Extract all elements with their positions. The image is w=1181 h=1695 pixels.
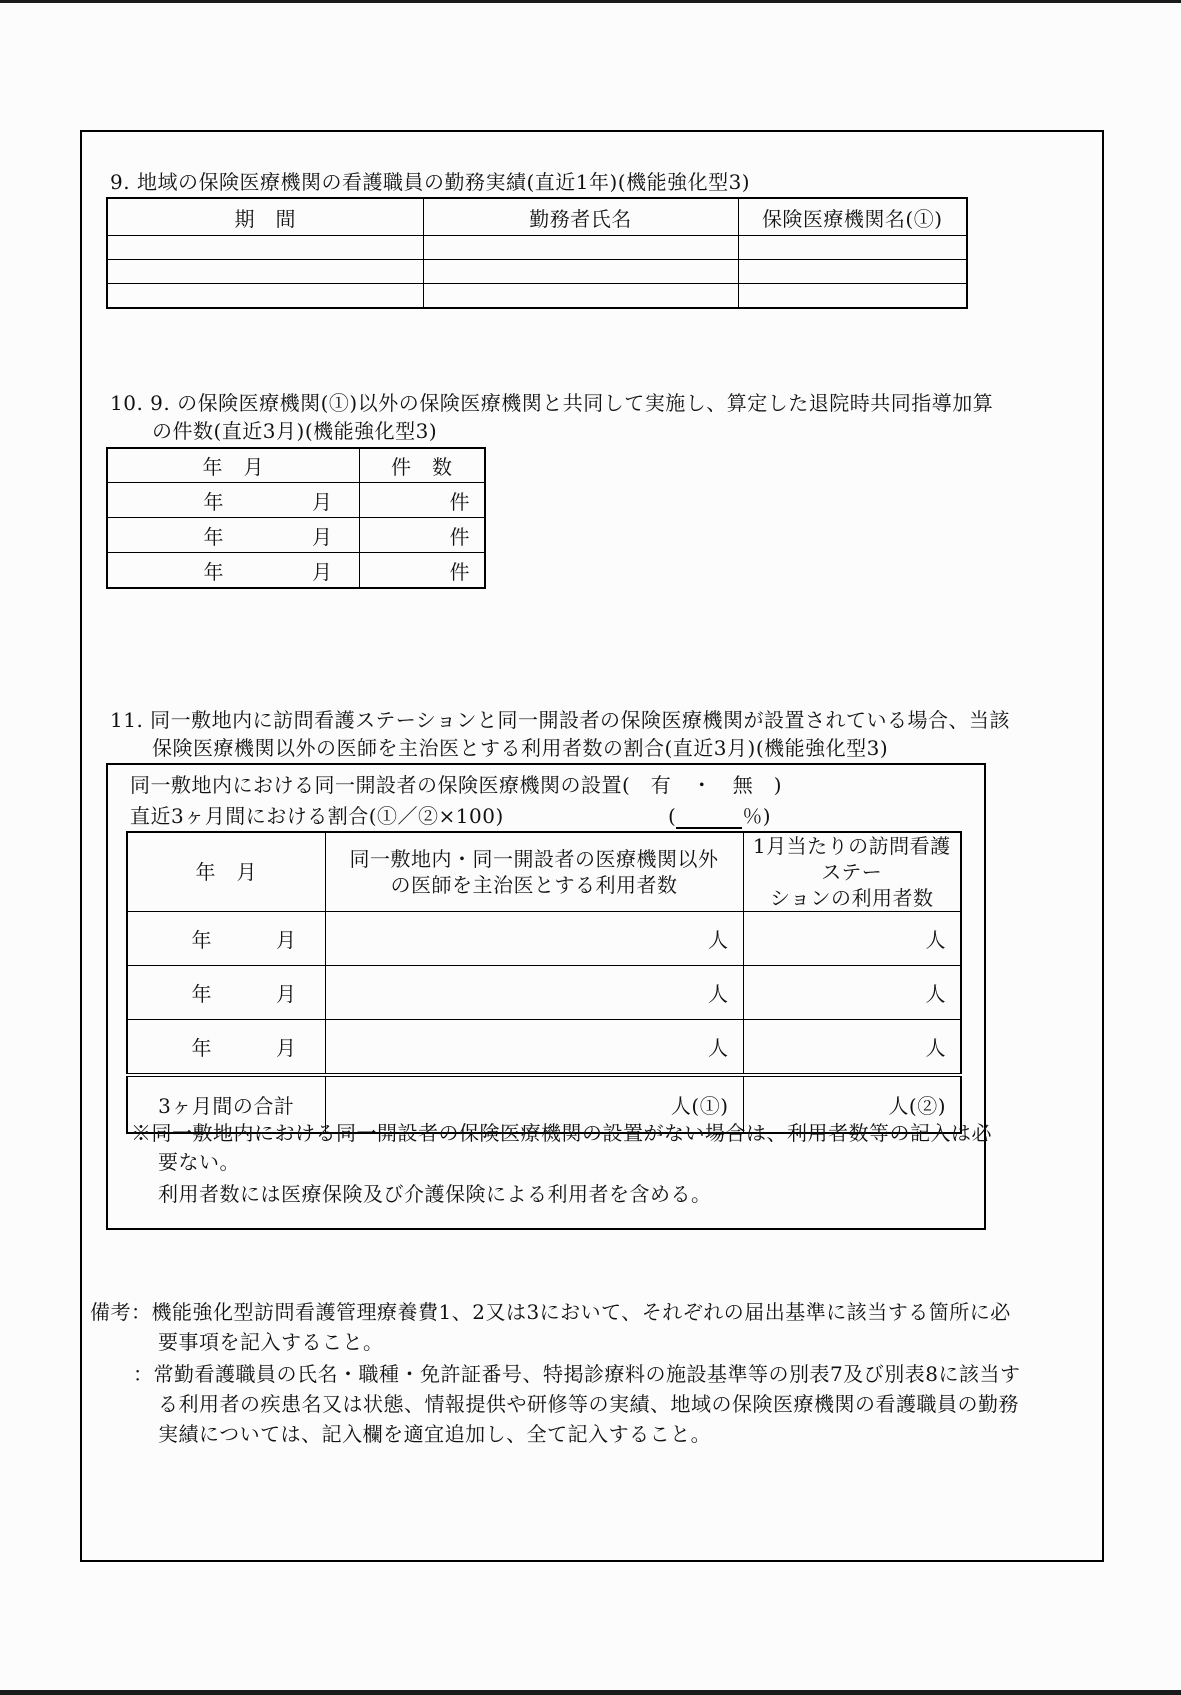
section9-table bbox=[106, 197, 968, 309]
year-label: 年 bbox=[203, 559, 224, 584]
open-paren: ( bbox=[668, 804, 677, 828]
station-users-input-cell[interactable]: 人 bbox=[743, 912, 961, 966]
institution-name-input-cell[interactable] bbox=[738, 284, 967, 309]
station-users-input-cell[interactable]: 人 bbox=[743, 1020, 961, 1076]
column-header-station-users bbox=[743, 832, 961, 912]
column-header-institution-name: 保険医療機関名(①) bbox=[738, 198, 967, 236]
section11-note-line2: 要ない。 bbox=[158, 1150, 240, 1174]
month-label: 月 bbox=[276, 928, 297, 952]
year-label: 年 bbox=[191, 982, 212, 1006]
month-label: 月 bbox=[276, 1036, 297, 1060]
yearmonth-input-cell[interactable] bbox=[127, 966, 325, 1020]
column-header-yearmonth: 年 月 bbox=[107, 448, 359, 483]
institution-name-input-cell[interactable] bbox=[738, 260, 967, 284]
worker-name-input-cell[interactable] bbox=[423, 260, 738, 284]
percent-close: ％) bbox=[742, 804, 772, 828]
section10-header-row bbox=[107, 448, 485, 483]
remarks-line3: ：常勤看護職員の氏名・職種・免許証番号、特掲診療料の施設基準等の別表7及び別表8に該当す bbox=[133, 1362, 1021, 1386]
section9-heading: 9. 地域の保険医療機関の看護職員の勤務実績(直近1年)(機能強化型3) bbox=[110, 170, 751, 194]
header-line: の医師を主治医とする利用者数 bbox=[390, 873, 678, 897]
column-header-worker-name: 勤務者氏名 bbox=[423, 198, 738, 236]
ratio-percent-field[interactable] bbox=[668, 804, 771, 829]
yearmonth-input-cell[interactable] bbox=[107, 483, 359, 518]
year-label: 年 bbox=[203, 489, 224, 514]
column-header-period: 期 間 bbox=[107, 198, 423, 236]
total-other-physician-users-cell[interactable]: 人(①) bbox=[325, 1075, 743, 1133]
section9-header-row bbox=[107, 198, 967, 236]
scan-edge-bottom bbox=[0, 1690, 1181, 1695]
section11-header-row bbox=[127, 832, 961, 912]
table-row bbox=[107, 260, 967, 284]
table-row bbox=[107, 553, 485, 589]
table-row bbox=[107, 483, 485, 518]
period-input-cell[interactable] bbox=[107, 284, 423, 309]
table-row bbox=[127, 1020, 961, 1076]
remarks-line1: 備考：機能強化型訪問看護管理療養費1、2又は3において、それぞれの届出基準に該当する箇所に必 bbox=[90, 1300, 1011, 1324]
month-label: 月 bbox=[312, 524, 333, 549]
scan-edge-top bbox=[0, 0, 1181, 3]
year-label: 年 bbox=[191, 1036, 212, 1060]
header-line: ションの利用者数 bbox=[769, 886, 934, 910]
total-label-cell: 3ヶ月間の合計 bbox=[127, 1075, 325, 1133]
table-row bbox=[107, 284, 967, 309]
other-physician-users-input-cell[interactable]: 人 bbox=[325, 966, 743, 1020]
section11-heading-line1: 11. 同一敷地内に訪問看護ステーションと同一開設者の保険医療機関が設置されている場合、当該 bbox=[110, 708, 1010, 732]
count-input-cell[interactable]: 件 bbox=[359, 483, 485, 518]
table-row bbox=[127, 966, 961, 1020]
count-input-cell[interactable]: 件 bbox=[359, 553, 485, 589]
column-header-count: 件 数 bbox=[359, 448, 485, 483]
yearmonth-input-cell[interactable] bbox=[107, 518, 359, 553]
section10-heading-line1: 10. 9. の保険医療機関(①)以外の保険医療機関と共同して実施し、算定した退院時共同指導加算 bbox=[110, 391, 994, 415]
year-label: 年 bbox=[203, 524, 224, 549]
month-label: 月 bbox=[312, 559, 333, 584]
count-input-cell[interactable]: 件 bbox=[359, 518, 485, 553]
yearmonth-input-cell[interactable] bbox=[107, 553, 359, 589]
year-label: 年 bbox=[191, 928, 212, 952]
header-line: 同一敷地内・同一開設者の医療機関以外 bbox=[349, 847, 719, 871]
period-input-cell[interactable] bbox=[107, 236, 423, 260]
worker-name-input-cell[interactable] bbox=[423, 284, 738, 309]
section10-heading-line2: の件数(直近3月)(機能強化型3) bbox=[152, 419, 438, 443]
other-physician-users-input-cell[interactable]: 人 bbox=[325, 1020, 743, 1076]
period-input-cell[interactable] bbox=[107, 260, 423, 284]
section10-table bbox=[106, 447, 486, 589]
placement-yes-no-line[interactable]: 同一敷地内における同一開設者の保険医療機関の設置( 有 ・ 無 ) bbox=[130, 773, 783, 797]
yearmonth-input-cell[interactable] bbox=[127, 1020, 325, 1076]
institution-name-input-cell[interactable] bbox=[738, 236, 967, 260]
remarks-line5: 実績については、記入欄を適宜追加し、全て記入すること。 bbox=[158, 1422, 712, 1446]
table-row bbox=[107, 236, 967, 260]
section11-note-line1: ※同一敷地内における同一開設者の保険医療機関の設置がない場合は、利用者数等の記入は必 bbox=[131, 1121, 992, 1145]
remarks-line4: る利用者の疾患名又は状態、情報提供や研修等の実績、地域の保険医療機関の看護職員の勤務 bbox=[158, 1392, 1019, 1416]
yearmonth-input-cell[interactable] bbox=[127, 912, 325, 966]
section11-note-line3: 利用者数には医療保険及び介護保険による利用者を含める。 bbox=[158, 1182, 712, 1206]
month-label: 月 bbox=[276, 982, 297, 1006]
table-row bbox=[127, 912, 961, 966]
percent-blank-input[interactable] bbox=[676, 807, 742, 829]
worker-name-input-cell[interactable] bbox=[423, 236, 738, 260]
month-label: 月 bbox=[312, 489, 333, 514]
column-header-other-physician-users bbox=[325, 832, 743, 912]
header-line: 1月当たりの訪問看護ステー bbox=[752, 834, 951, 884]
column-header-yearmonth: 年 月 bbox=[127, 832, 325, 912]
section11-heading-line2: 保険医療機関以外の医師を主治医とする利用者数の割合(直近3月)(機能強化型3) bbox=[152, 736, 889, 760]
remarks-line2: 要事項を記入すること。 bbox=[158, 1330, 384, 1354]
ratio-formula-line: 直近3ヶ月間における割合(①／②×100) bbox=[130, 804, 504, 828]
station-users-input-cell[interactable]: 人 bbox=[743, 966, 961, 1020]
total-station-users-cell[interactable]: 人(②) bbox=[743, 1075, 961, 1133]
section11-table bbox=[126, 831, 962, 1134]
table-row bbox=[107, 518, 485, 553]
other-physician-users-input-cell[interactable]: 人 bbox=[325, 912, 743, 966]
